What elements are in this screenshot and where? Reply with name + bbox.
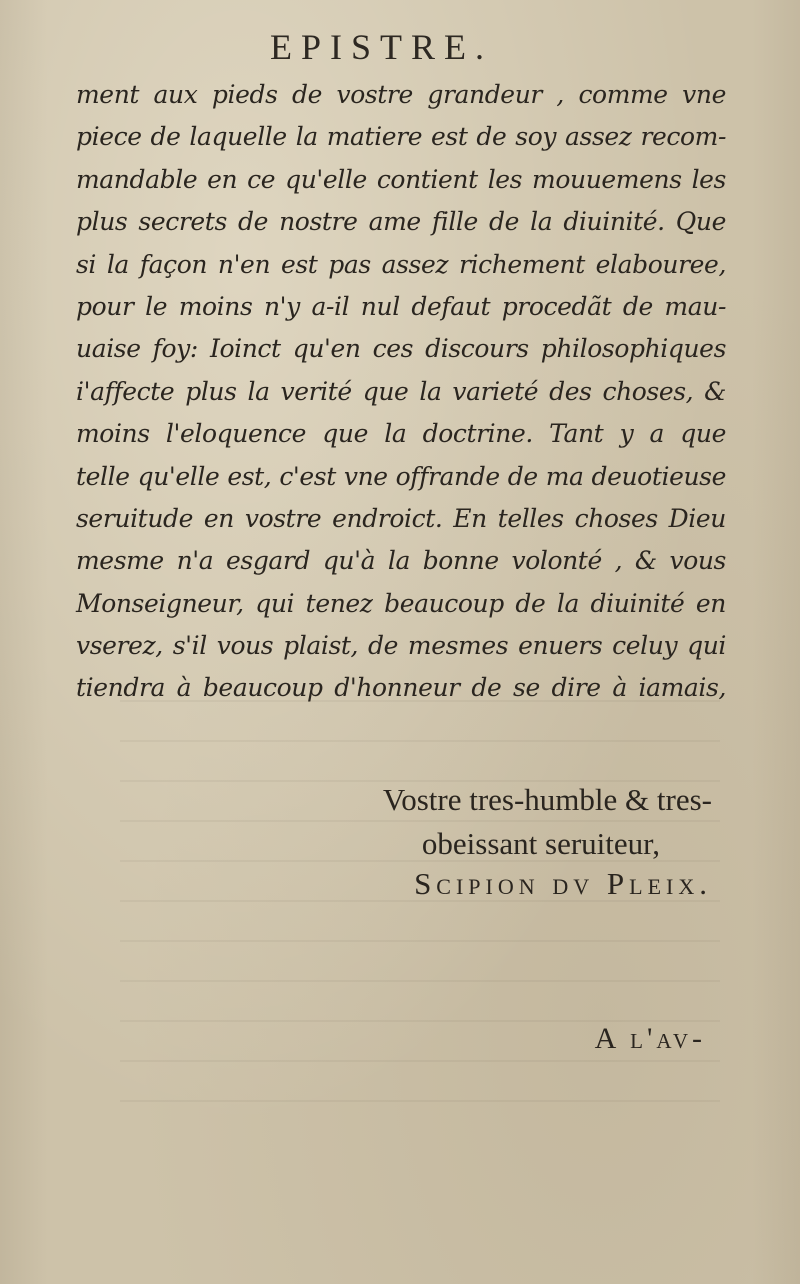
catchword: A l'av-	[594, 1022, 706, 1055]
text-line: vserez, s'il vous plaist, de mesmes enuers celuy qui	[76, 631, 726, 661]
text-line: telle qu'elle est, c'est vne offrande de ma deuotieuse	[76, 461, 726, 491]
text-line: mesme n'a esgard qu'à la bonne volonté , & vous	[76, 546, 726, 576]
running-head: EPISTRE.	[270, 27, 494, 67]
text-line: si la façon n'en est pas assez richement elabouree,	[76, 249, 726, 279]
epistle-body	[76, 74, 726, 710]
text-line: Monseigneur, qui tenez beaucoup de la diuinité en	[76, 588, 726, 618]
closing-line-1: Vostre tres-humble & tres-	[382, 782, 712, 817]
text-line: i'affecte plus la verité que la varieté des choses, &	[76, 376, 726, 406]
ink-show-through	[120, 700, 720, 1120]
text-line: mandable en ce qu'elle contient les mouuemens les	[76, 164, 726, 194]
text-line: seruitude en vostre endroict. En telles choses Dieu	[76, 503, 726, 533]
text-line: plus secrets de nostre ame fille de la diuinité. Que	[76, 207, 726, 237]
text-line: ment aux pieds de vostre grandeur , comme vne	[76, 80, 726, 109]
signature: Scipion dv Pleix.	[414, 866, 712, 901]
text-line: moins l'eloquence que la doctrine. Tant y a que	[76, 419, 726, 449]
text-line: pour le moins n'y a-il nul defaut procedãt de mau-	[76, 291, 726, 321]
closing-line-2: obeissant seruiteur,	[421, 826, 660, 861]
text-line: tiendra à beaucoup d'honneur de se dire à iamais,	[76, 673, 726, 703]
text-line: uaise foy: Ioinct qu'en ces discours philosophiques	[76, 334, 726, 364]
text-line: piece de laquelle la matiere est de soy assez recom-	[76, 122, 726, 152]
